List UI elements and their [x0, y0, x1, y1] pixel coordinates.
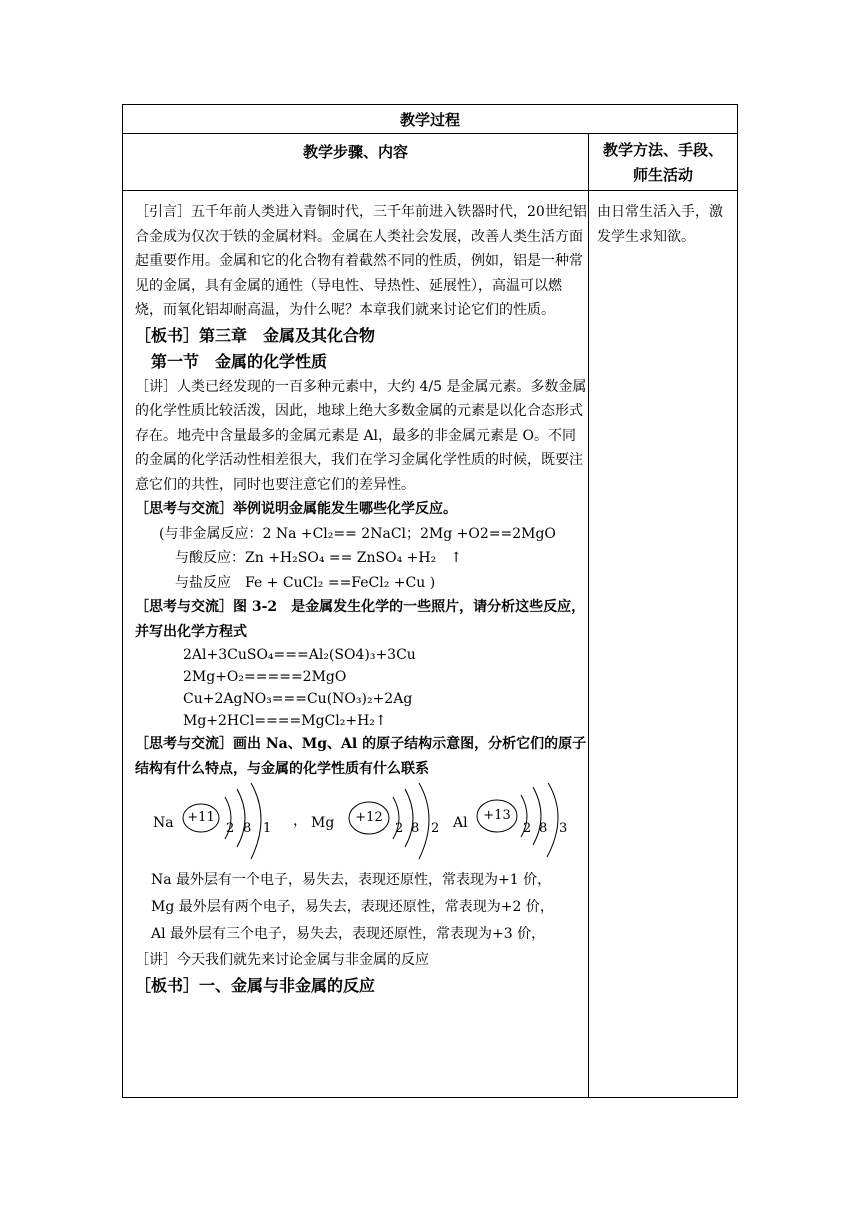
- lecture-paragraph-2: ［讲］今天我们就先来讨论金属与非金属的反应: [135, 952, 429, 968]
- shell-mg-3: 2: [431, 821, 440, 836]
- column-header-methods: [589, 138, 737, 188]
- lecture-tag: ［讲］: [135, 378, 177, 395]
- lesson-content: [135, 200, 587, 999]
- board-section-title: 第一节 金属的化学性质: [151, 351, 328, 371]
- side-note: 由日常生活入手，激发学生求知欲。: [597, 204, 723, 245]
- atom-separator: ，: [293, 813, 307, 829]
- atom-symbol-mg: Mg: [311, 815, 335, 831]
- shell-na-1: 2: [226, 821, 235, 836]
- reaction-nonmetal: (与非金属反应：2 Na +Cl₂== 2NaCl；2Mg +O2==2MgO: [159, 525, 556, 542]
- equation-3: Cu+2AgNO₃===Cu(NO₃)₂+2Ag: [183, 691, 413, 707]
- column-divider: [588, 133, 589, 1097]
- shell-al-3: 3: [559, 821, 568, 836]
- atom-diagram-al: [475, 783, 587, 867]
- discussion-prompt-3: ［思考与交流］画出 Na、Mg、Al 的原子结构示意图，分析它们的原子结构有什么特点，与金属的化学性质有什么联系: [135, 736, 587, 777]
- equation-4: Mg+2HCl====MgCl₂+H₂↑: [183, 713, 387, 729]
- intro-text: 五千年前人类进入青铜时代，三千年前进入铁器时代，20世纪铝合金成为仅次于铁的金属材料。金属在人类社会发展，改善人类生活方面起重要作用。金属和它的化合物有着截然不同的性质，例如，铝是一种常见的金属，具有金属的通性（导电性、导热性、延展性），高温可以燃烧，而氧化铝却耐高温，为什么呢？本章我们就来讨论它们的性质。: [135, 204, 587, 318]
- atom-symbol-al: Al: [453, 815, 468, 831]
- lecture-paragraph-1: [135, 375, 587, 498]
- reaction-salt: 与盐反应 Fe + CuCl₂ ==FeCl₂ +Cu ): [175, 574, 436, 591]
- shell-mg-2: 8: [411, 821, 420, 836]
- discussion-prompt-2-line2: 并写出化学方程式: [135, 623, 247, 640]
- discussion-prompt-1: ［思考与交流］举例说明金属能发生哪些化学反应。: [135, 501, 457, 517]
- atom-symbol-na: Na: [153, 815, 174, 831]
- row-divider: [123, 133, 737, 134]
- reaction-acid: 与酸反应：Zn +H₂SO₄ == ZnSO₄ +H₂ ↑: [175, 550, 462, 566]
- shell-na-2: 8: [243, 821, 252, 836]
- discussion-prompt-2-line1: ［思考与交流］图 3-2 是金属发生化学的一些照片，请分析这些反应，: [135, 599, 586, 615]
- column-header-methods-line2: 师生活动: [632, 166, 693, 184]
- column-header-content: 教学步骤、内容: [302, 143, 408, 161]
- note-na: Na 最外层有一个电子，易失去，表现还原性，常表现为+1 价，: [151, 872, 552, 888]
- teaching-process-table: [122, 104, 738, 1098]
- intro-paragraph: [135, 200, 587, 323]
- board-chapter-title: ［板书］第三章 金属及其化合物: [135, 325, 376, 345]
- shell-al-1: 2: [523, 821, 532, 836]
- table-title: 教学过程: [399, 111, 460, 129]
- row-divider: [123, 190, 737, 191]
- board-subsection-title: ［板书］一、金属与非金属的反应: [135, 975, 376, 995]
- column-header-methods-line1: 教学方法、手段、: [602, 141, 723, 159]
- shell-mg-1: 2: [395, 821, 404, 836]
- note-al: Al 最外层有三个电子，易失去，表现还原性，常表现为+3 价，: [151, 926, 546, 942]
- atom-diagram-mg: [347, 783, 457, 867]
- nucleus-mg: +12: [355, 810, 383, 825]
- note-mg: Mg 最外层有两个电子，易失去，表现还原性，常表现为+2 价，: [151, 899, 554, 915]
- nucleus-na: +11: [187, 810, 215, 825]
- shell-al-2: 8: [539, 821, 548, 836]
- atom-diagram-na: [181, 783, 291, 867]
- shell-na-3: 1: [263, 821, 272, 836]
- intro-tag: ［引言］: [135, 204, 191, 220]
- equation-1: 2Al+3CuSO₄===Al₂(SO4)₃+3Cu: [183, 647, 416, 663]
- lecture-text: 人类已经发现的一百多种元素中，大约 4/5 是金属元素。多数金属的化学性质比较活泼，因此，地球上绝大多数金属的元素是以化合态形式存在。地壳中含量最多的金属元素是 Al，最多的非金属元素是 O。不同的金属的化学活动性相差很大，我们在学习金属化学性质的时候，既要注意它们的共性，同时也要注意它们的差异性。: [135, 378, 587, 493]
- nucleus-al: +13: [483, 808, 511, 823]
- equation-2: 2Mg+O₂=====2MgO: [183, 669, 347, 685]
- atomic-structure-diagrams: [135, 783, 587, 867]
